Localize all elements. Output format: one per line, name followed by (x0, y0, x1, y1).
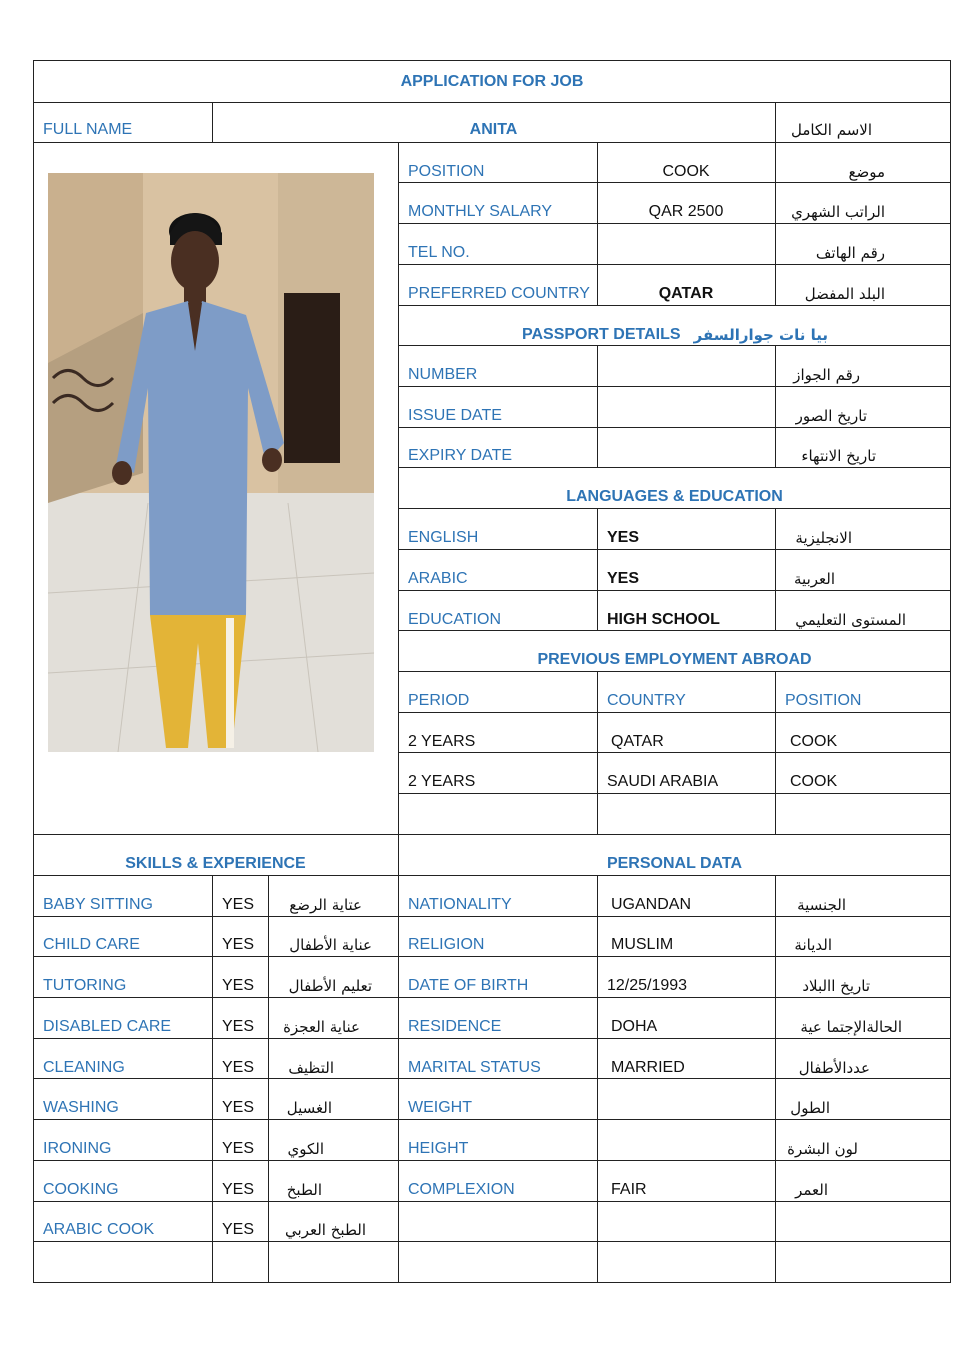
skill-label: BABY SITTING (43, 896, 153, 913)
personal-value: DOHA (611, 1018, 658, 1035)
grid-line (398, 508, 951, 509)
preferred-country-label-ar: البلد المفضل (804, 285, 885, 303)
grid-line (398, 142, 399, 1282)
grid-line (33, 1078, 951, 1079)
personal-label-ar: عددالأطفال (798, 1059, 870, 1077)
personal-label: COMPLEXION (408, 1181, 515, 1198)
table-row: COOK (790, 733, 838, 750)
expiry-date-label-ar: تاريخ الانتهاء (801, 447, 876, 465)
grid-line (212, 875, 213, 1282)
grid-line (398, 467, 951, 468)
personal-value: 12/25/1993 (607, 977, 688, 994)
position-label-ar: موضع (848, 163, 885, 181)
personal-label: RESIDENCE (408, 1018, 502, 1035)
skill-label-ar: الكوي (287, 1140, 324, 1158)
personal-value: MUSLIM (611, 936, 674, 953)
grid-line (33, 1201, 951, 1202)
education-label: EDUCATION (408, 611, 502, 628)
languages-header: LANGUAGES & EDUCATION (566, 488, 783, 505)
column-country: COUNTRY (607, 692, 686, 709)
education-label-ar: المستوى التعليمي (795, 611, 906, 629)
grid-line (398, 264, 951, 265)
grid-line (33, 875, 951, 876)
education-value: HIGH SCHOOL (607, 611, 720, 628)
grid-line (398, 182, 951, 183)
passport-number-label: NUMBER (408, 366, 478, 383)
skill-label: WASHING (43, 1099, 119, 1116)
personal-label: WEIGHT (408, 1099, 472, 1116)
personal-label-ar: الديانة (794, 936, 832, 954)
english-value: YES (607, 529, 640, 546)
skill-value: YES (222, 896, 255, 913)
column-position: POSITION (785, 692, 862, 709)
employment-header: PREVIOUS EMPLOYMENT ABROAD (537, 651, 812, 668)
grid-line (398, 386, 951, 387)
form-title: APPLICATION FOR JOB (400, 73, 584, 90)
personal-label-ar: تاريخ االبلاد (802, 977, 870, 995)
grid-line (775, 345, 776, 467)
grid-line (268, 875, 269, 1282)
monthly-salary-label: MONTHLY SALARY (408, 203, 553, 220)
personal-header: PERSONAL DATA (606, 855, 743, 872)
skill-label-ar: عناية العجزة (283, 1018, 360, 1036)
tel-no-label: TEL NO. (408, 244, 470, 261)
personal-value: MARRIED (611, 1059, 685, 1076)
personal-label-ar: الحالةالإجتما عية (800, 1018, 902, 1036)
grid-line (33, 1038, 951, 1039)
grid-line (775, 508, 776, 630)
skill-label-ar: الطبخ العربي (285, 1221, 366, 1239)
table-row: SAUDI ARABIA (607, 773, 719, 790)
english-label: ENGLISH (408, 529, 479, 546)
skill-label: CHILD CARE (43, 936, 140, 953)
arabic-label: ARABIC (408, 570, 468, 587)
tel-no-label-ar: رقم الهاتف (815, 244, 885, 262)
column-period: PERIOD (408, 692, 470, 709)
skill-value: YES (222, 936, 255, 953)
personal-label-ar: الطول (790, 1099, 830, 1117)
grid-line (398, 549, 951, 550)
grid-line (398, 223, 951, 224)
skill-value: YES (222, 1140, 255, 1157)
full-name-value: ANITA (469, 121, 518, 138)
skill-label: DISABLED CARE (43, 1018, 172, 1035)
table-row: QATAR (611, 733, 664, 750)
table-row: COOK (790, 773, 838, 790)
personal-label-ar: العمر (795, 1181, 828, 1199)
expiry-date-label: EXPIRY DATE (408, 447, 513, 464)
passport-header: PASSPORT DETAILS (522, 326, 681, 343)
preferred-country-label: PREFERRED COUNTRY (408, 285, 590, 302)
passport-number-label-ar: رقم الجواز (793, 366, 860, 384)
grid-line (398, 712, 951, 713)
monthly-salary-value: QAR 2500 (648, 203, 724, 220)
grid-line (398, 671, 951, 672)
passport-header-ar: بيا نات جوارالسفر (693, 326, 828, 344)
position-value: COOK (662, 163, 710, 180)
table-row: 2 YEARS (408, 733, 476, 750)
skill-label: COOKING (43, 1181, 119, 1198)
position-label: POSITION (408, 163, 485, 180)
full-name-label-ar: الاسم الكامل (790, 121, 872, 139)
skill-label-ar: التظيف (288, 1059, 334, 1077)
grid-line (398, 305, 951, 306)
skill-label-ar: الغسيل (286, 1099, 332, 1117)
grid-line (33, 997, 951, 998)
monthly-salary-label-ar: الراتب الشهري (791, 203, 885, 221)
grid-line (33, 60, 34, 1282)
skills-header: SKILLS & EXPERIENCE (125, 855, 306, 872)
grid-line (775, 875, 776, 1282)
grid-line (775, 671, 776, 834)
arabic-label-ar: العربية (794, 570, 835, 588)
skill-value: YES (222, 1099, 255, 1116)
skill-label-ar: عناية الأطفال (289, 936, 372, 954)
grid-line (597, 875, 598, 1282)
personal-label-ar: الجنسية (797, 896, 846, 914)
personal-label: RELIGION (408, 936, 485, 953)
skill-value: YES (222, 1059, 255, 1076)
grid-line (775, 142, 776, 305)
personal-label: MARITAL STATUS (408, 1059, 541, 1076)
skill-label-ar: الطبخ (286, 1181, 322, 1199)
grid-line (398, 630, 951, 631)
grid-line (33, 60, 951, 61)
grid-line (398, 427, 951, 428)
english-label-ar: الانجليزية (795, 529, 852, 547)
grid-line (398, 345, 951, 346)
personal-label-ar: لون البشرة (787, 1140, 858, 1158)
grid-line (33, 1241, 951, 1242)
skill-label: CLEANING (43, 1059, 125, 1076)
skill-value: YES (222, 1018, 255, 1035)
table-row: 2 YEARS (408, 773, 476, 790)
issue-date-label-ar: تاريخ الصور (795, 407, 867, 425)
grid-line (33, 1119, 951, 1120)
personal-value: FAIR (611, 1181, 647, 1198)
skill-value: YES (222, 1221, 255, 1238)
grid-line (33, 916, 951, 917)
grid-line (597, 508, 598, 630)
skill-label-ar: عتاية الرضع (289, 896, 362, 914)
personal-label: NATIONALITY (408, 896, 512, 913)
personal-label: DATE OF BIRTH (408, 977, 529, 994)
issue-date-label: ISSUE DATE (408, 407, 502, 424)
grid-line (597, 345, 598, 467)
grid-line (33, 102, 951, 103)
skill-value: YES (222, 977, 255, 994)
grid-line (775, 102, 776, 142)
skill-label: IRONING (43, 1140, 112, 1157)
grid-line (33, 834, 951, 835)
grid-line (398, 590, 951, 591)
skill-label: ARABIC COOK (43, 1221, 155, 1238)
grid-line (33, 142, 951, 143)
grid-line (33, 1160, 951, 1161)
grid-line (398, 752, 951, 753)
applicant-photo (48, 173, 374, 752)
skill-label: TUTORING (43, 977, 127, 994)
skill-label-ar: تعليم الأطفال (288, 977, 372, 995)
grid-line (398, 793, 951, 794)
grid-line (597, 671, 598, 834)
skill-value: YES (222, 1181, 255, 1198)
personal-label: HEIGHT (408, 1140, 469, 1157)
grid-line (33, 1282, 951, 1283)
full-name-label: FULL NAME (43, 121, 133, 138)
grid-line (33, 956, 951, 957)
arabic-value: YES (607, 570, 640, 587)
preferred-country-value: QATAR (658, 285, 714, 302)
personal-value: UGANDAN (611, 896, 692, 913)
